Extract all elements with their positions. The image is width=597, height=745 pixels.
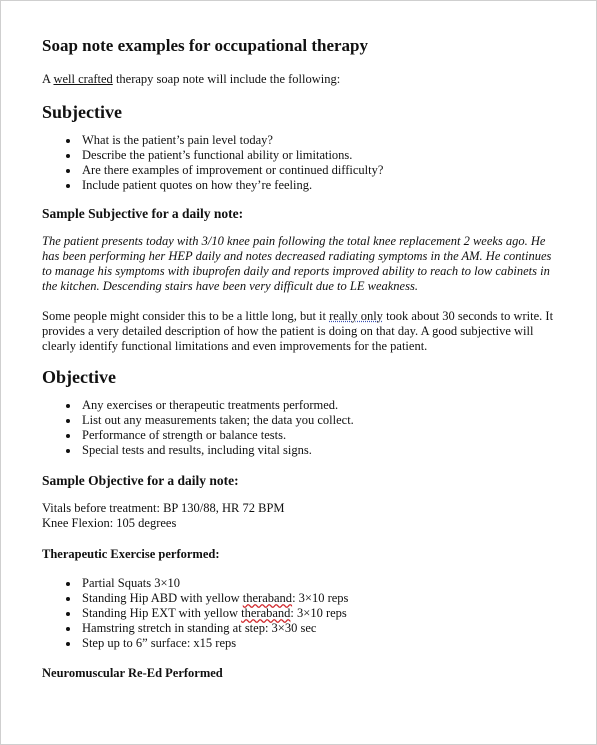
document-content [42, 35, 557, 681]
subjective-heading: Subjective [42, 102, 122, 122]
subjective-bullet-list [42, 133, 557, 193]
objective-bullet: • List out any measurements taken; the data you collect. [80, 413, 557, 428]
subjective-bullet: • Are there examples of improvement or continued difficulty? [80, 163, 557, 178]
vitals-line: Vitals before treatment: BP 130/88, HR 72 BPM [42, 501, 285, 515]
intro-prefix: A [42, 72, 54, 86]
intro-underlined-phrase: well crafted [53, 72, 113, 86]
subjective-bullet: • Describe the patient’s functional ability or limitations. [80, 148, 557, 163]
exercise-text: Standing Hip ABD with yellow [82, 591, 243, 605]
commentary-part2: took about 30 seconds to write. It provides a very detailed description of how the patient is doing on that day. A good subjective will clearly identify functional limitations and even improvements for the patient. [42, 309, 554, 353]
exercise-text: Partial Squats 3×10 [82, 576, 181, 590]
intro-paragraph [42, 71, 557, 87]
exercise-text: Hamstring stretch in standing at step: 3×30 sec [82, 621, 317, 635]
exercise-text: Step up to 6” surface: x15 reps [82, 636, 237, 650]
objective-bullet-list [42, 398, 557, 458]
objective-heading: Objective [42, 367, 116, 387]
subjective-bullet: • Include patient quotes on how they’re feeling. [80, 178, 557, 193]
knee-flexion-line: Knee Flexion: 105 degrees [42, 516, 177, 530]
therapeutic-exercise-heading: Therapeutic Exercise performed: [42, 547, 220, 561]
sample-objective-heading: Sample Objective for a daily note: [42, 473, 239, 488]
exercise-item [80, 591, 557, 606]
intro-rest: therapy soap note will include the following: [112, 72, 341, 86]
exercise-item [80, 576, 557, 591]
exercise-text-post: : 3×10 reps [292, 591, 349, 605]
objective-bullet: • Performance of strength or balance tests. [80, 428, 557, 443]
neuromuscular-heading: Neuromuscular Re-Ed Performed [42, 666, 223, 680]
exercise-text: Standing Hip EXT with yellow [82, 606, 242, 620]
exercise-list [42, 576, 557, 651]
sample-subjective-heading: Sample Subjective for a daily note: [42, 206, 244, 221]
exercise-text-post: : 3×10 reps [290, 606, 347, 620]
spelling-flag: theraband [241, 606, 291, 620]
document-title: Soap note examples for occupational therapy [42, 36, 368, 55]
vitals-block [42, 501, 557, 531]
commentary-grammar-flag: really only [329, 309, 383, 323]
exercise-item [80, 606, 557, 621]
commentary-part1: Some people might consider this to be a little long, but it [42, 309, 330, 323]
spelling-flag: theraband [242, 591, 293, 605]
objective-bullet: • Special tests and results, including vital signs. [80, 443, 557, 458]
objective-bullet: • Any exercises or therapeutic treatments performed. [80, 398, 557, 413]
exercise-item [80, 621, 557, 636]
subjective-bullet: • What is the patient’s pain level today? [80, 133, 557, 148]
sample-subjective-text: The patient presents today with 3/10 knee pain following the total knee replacement 2 weeks ago. He has been performing her HEP daily and notes decreased radiating symptoms in the AM. He continues to manage his symptoms with ibuprofen daily and reports improved ability to reach to low cabinets in the kitchen. Descending stairs have been very difficult due to LE weakness. [42, 234, 552, 293]
exercise-item [80, 636, 557, 651]
subjective-commentary [42, 309, 557, 354]
